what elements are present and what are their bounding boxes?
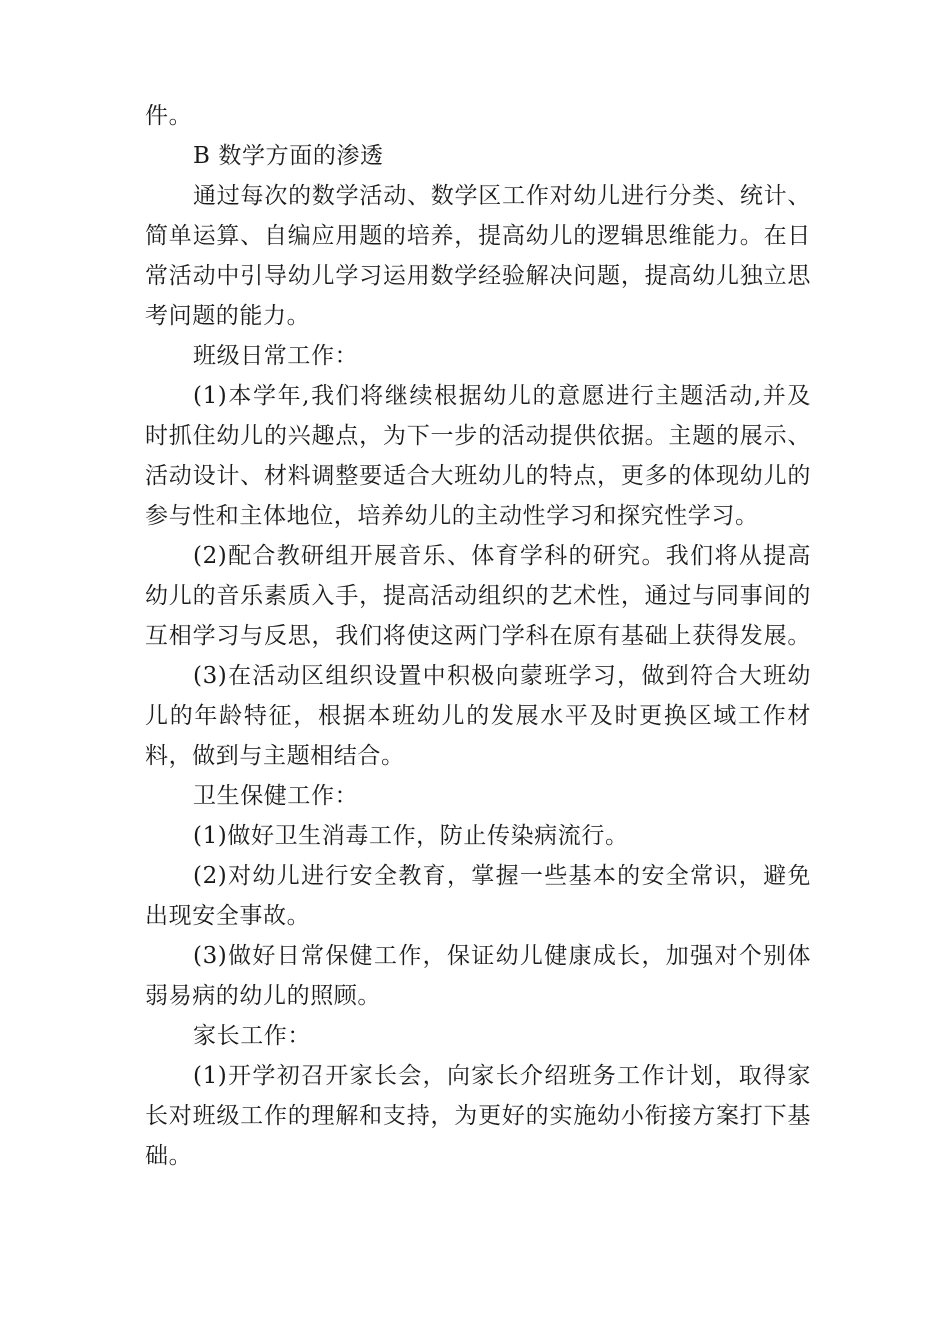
text-line: 件。 [145,103,193,129]
text-line: 长对班级工作的理解和支持，为更好的实施幼小衔接方案打下基 [145,1103,811,1129]
text-line: 幼儿的音乐素质入手，提高活动组织的艺术性，通过与同事间的 [145,583,811,609]
text-line: 常活动中引导幼儿学习运用数学经验解决问题，提高幼儿独立思 [145,263,811,289]
section-heading: 家长工作： [193,1023,311,1049]
text-line: 时抓住幼儿的兴趣点，为下一步的活动提供依据。主题的展示、 [145,423,811,449]
text-line: (1)本学年,我们将继续根据幼儿的意愿进行主题活动,并及 [193,383,811,409]
text-line: (1)做好卫生消毒工作，防止传染病流行。 [193,823,629,849]
section-heading: B 数学方面的渗透 [193,143,384,169]
document-page [145,96,811,1176]
text-line: 通过每次的数学活动、数学区工作对幼儿进行分类、统计、 [193,183,811,209]
text-line: 础。 [145,1143,193,1169]
text-line: 考问题的能力。 [145,303,311,329]
text-line: 简单运算、自编应用题的培养，提高幼儿的逻辑思维能力。在日 [145,223,811,249]
text-line: 互相学习与反思，我们将使这两门学科在原有基础上获得发展。 [145,623,811,649]
text-line: 料，做到与主题相结合。 [145,743,405,769]
text-line: (3)做好日常保健工作，保证幼儿健康成长，加强对个别体 [193,943,811,969]
text-line: 参与性和主体地位，培养幼儿的主动性学习和探究性学习。 [145,503,759,529]
text-line: (1)开学初召开家长会，向家长介绍班务工作计划，取得家 [193,1063,811,1089]
text-line: (2)对幼儿进行安全教育，掌握一些基本的安全常识，避免 [193,863,811,889]
text-line: (3)在活动区组织设置中积极向蒙班学习，做到符合大班幼 [193,663,811,689]
text-line: 弱易病的幼儿的照顾。 [145,983,381,1009]
text-line: 儿的年龄特征，根据本班幼儿的发展水平及时更换区域工作材 [145,703,811,729]
text-line: (2)配合教研组开展音乐、体育学科的研究。我们将从提高 [193,543,811,569]
text-line: 出现安全事故。 [145,903,311,929]
section-heading: 卫生保健工作： [193,783,359,809]
section-heading: 班级日常工作： [193,343,359,369]
text-line: 活动设计、材料调整要适合大班幼儿的特点，更多的体现幼儿的 [145,463,811,489]
